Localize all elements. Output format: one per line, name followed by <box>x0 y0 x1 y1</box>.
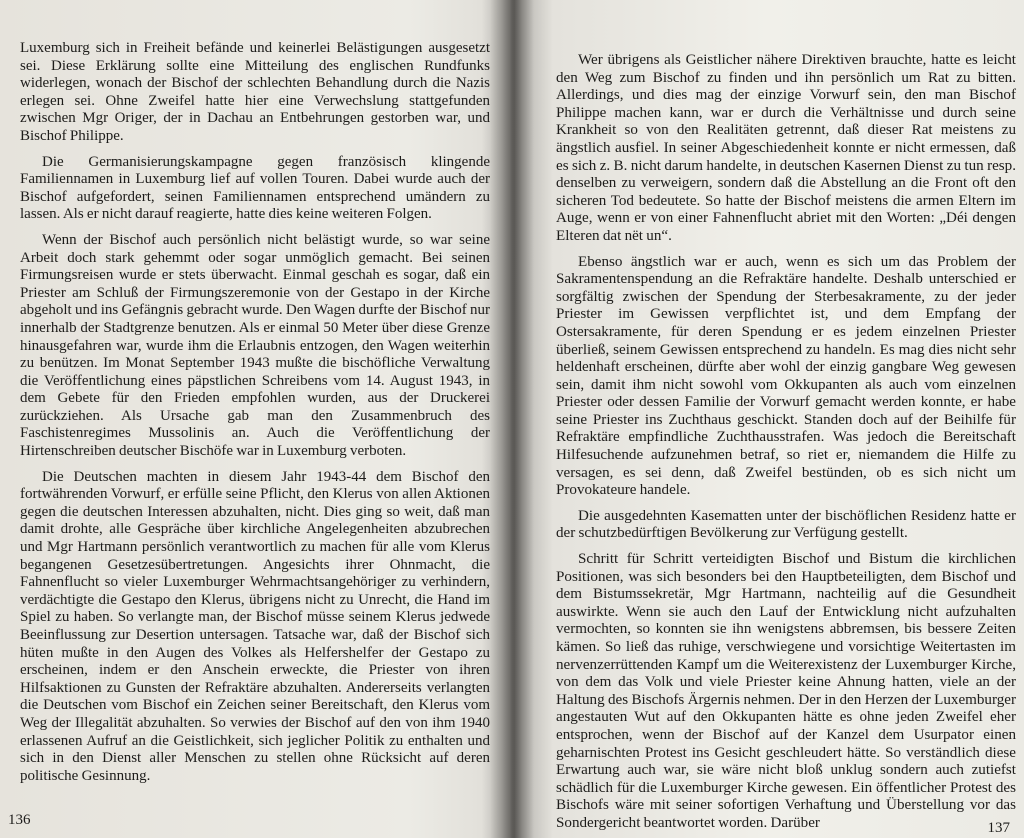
left-paragraph-3: Wenn der Bischof auch persönlich nicht belästigt wurde, so war seine Arbeit doch stark gehemmt oder sogar unmöglich gemacht. Bei seinen Firmungsreisen wurde er stets überwacht. Einmal geschah es sogar, daß ein Priester am Schluß der Firmungszeremonie von der Gestapo in der Kirche abgeholt und ins Gefängnis gebracht wurde. Den Wagen durfte der Bischof nur innerhalb der Stadtgrenze benutzen. Als er einmal 50 Meter über diese Grenze hinausgefahren war, wurde ihm die Erlaubnis entzogen, den Wagen weiterhin zu benützen. Im Monat September 1943 mußte die bischöfliche Verwaltung die Veröffentlichung eines päpstlichen Schreibens vom 14. August 1943, in dem Gebete für den Frieden empfohlen wurden, aus der Druckerei zurückziehen. Als Ursache gab man den Zusammenbruch des Faschistenregimes Mussolinis an. Auch die Veröffentlichung der Hirtenschreiben deutscher Bischöfe war in Luxemburg verboten. <box>20 231 490 460</box>
left-page <box>0 0 500 838</box>
left-paragraph-4: Die Deutschen machten in diesem Jahr 1943-44 dem Bischof den fortwährenden Vorwurf, er erfülle seine Pflicht, den Klerus von allen Aktionen gegen die deutschen Interessen abzuhalten, nicht. Dies ging so weit, daß man damit drohte, alle Gespräche über kirchliche Angelegenheiten abzubrechen und Mgr Hartmann persönlich verantwortlich zu machen für alle vom Klerus begangenen Gesetzesübertretungen. Angesichts ihrer Ohnmacht, die Fahnenflucht so vieler Luxemburger Wehrmachtsangehöriger zu verhindern, verdächtigte die Gestapo den Klerus, übrigens nicht zu Unrecht, die Hand im Spiel zu haben. So verlangte man, der Bischof müsse seinem Klerus jedwede Beeinflussung zur Desertion untersagen. Tatsache war, daß der Bischof sich hüten mußte in den Augen des Volkes als Helfershelfer der Gestapo zu erscheinen, indem er den Anschein erweckte, die Priester von ihren Hilfsaktionen zu Gunsten der Refraktäre abzuhalten. Andererseits verlangten die Deutschen vom Bischof ein Zeichen seiner Bereitschaft, den Klerus vom Weg der Illegalität abzuhalten. So verwies der Bischof auf den von ihm 1940 erlassenen Aufruf an die Geistlichkeit, sich jeglicher Politik zu enthalten und sich in den Dienst aller Menschen zu stellen ohne Rücksicht auf deren politische Gesinnung. <box>20 468 490 784</box>
right-paragraph-2: Ebenso ängstlich war er auch, wenn es sich um das Problem der Sakramentenspendung an die Refraktäre handelte. Deshalb unterschied er sorgfältig zwischen der Spendung der Sterbesakramente, zu der jeder Priester im Gewissen verpflichtet ist, und dem Empfang der Ostersakramente, für deren Spendung er es jedem einzelnen Priester überließ, seinem Gewissen entsprechend zu handeln. Es mag dies nicht sehr heldenhaft erscheinen, dürfte aber wohl der einzig gangbare Weg gewesen sein, damit ihm nicht sowohl vom Okkupanten als auch vom einzelnen Priester oder dessen Familie der Vorwurf gemacht werden konnte, er habe seine Priester ins Zuchthaus geschickt. Standen doch auf der Beihilfe für Refraktäre empfindliche Zuchthausstrafen. Was jedoch die Bereitschaft Hilfesuchende aufzunehmen betraf, so riet er, niemandem die Hilfe zu versagen, es sei denn, daß Zweifel bestünden, ob es sich nicht um Provokateure handele. <box>556 253 1016 499</box>
right-paragraph-4: Schritt für Schritt verteidigten Bischof und Bistum die kirchlichen Positionen, was sich besonders bei den Hauptbeteiligten, dem Bischof und dem Bistumssekretär, Mgr Hartmann, nachteilig auf die Gesundheit auswirkte. Wenn sie auch den Lauf der Entwicklung nicht aufzuhalten vermochten, so konnten sie ihn wenigstens abbremsen, bis bessere Zeiten kämen. So ließ das ruhige, verschwiegene und vorsichtige Weitertasten im nervenzerrüttenden Kampf um die Weiterexistenz der Luxemburger Kirche, von dem das Volk und viele Priester keine Ahnung hatten, viele an der Haltung des Bischofs Ärgernis nehmen. Der in den Herzen der Luxemburger angestauten Wut auf den Okkupanten hätte es ohne jeden Zweifel eher entsprochen, wenn der Bischof auf der Kanzel dem Usurpator einen geharnischten Protest ins Gesicht geschleudert hätte. So verständlich diese Erwartung auch war, sie wäre nicht bloß unklug sondern auch zutiefst schädlich für die Luxemburger Kirche gewesen. Ein öffentlicher Protest des Bischofs wäre mit seiner sofortigen Verhaftung und Überstellung vor das Sondergericht beantwortet worden. Darüber <box>556 551 1016 831</box>
left-paragraph-2: Die Germanisierungskampagne gegen französisch klingende Familiennamen in Luxemburg lief auf vollen Touren. Dabei wurde auch der Bischof aufgefordert, seinen Familiennamen entsprechend umändern zu lassen. Als er nicht darauf reagierte, hatte dies keine weiteren Folgen. <box>20 153 490 223</box>
right-page-number: 137 <box>987 820 1010 836</box>
right-page <box>534 0 1024 838</box>
left-paragraph-1: Luxemburg sich in Freiheit befände und keinerlei Belästigungen ausgesetzt sei. Diese Erklärung sollte eine Mitteilung des englischen Rundfunks widerlegen, wonach der Bischof der schlechten Behandlung durch die Nazis erlegen sei. Ohne Zweifel hatte hier eine Verwechslung stattgefunden zwischen Mgr Origer, der in Dachau an Entbehrungen gestorben war, und Bischof Philippe. <box>20 40 490 144</box>
right-paragraph-3: Die ausgedehnten Kasematten unter der bischöflichen Residenz hatte er der schutzbedürftigen Bevölkerung zur Verfügung gestellt. <box>556 507 1016 542</box>
left-page-number: 136 <box>8 812 31 828</box>
right-paragraph-1: Wer übrigens als Geistlicher nähere Direktiven brauchte, hatte es leicht den Weg zum Bischof zu finden und ihn persönlich um Rat zu bitten. Allerdings, und dies mag der einzige Vorwurf sein, den man Bischof Philippe machen kann, war er durch die Verhältnisse und durch seine Krankheit so von den Realitäten getrennt, daß dieser Rat meistens zu ängstlich ausfiel. In seiner Abgeschiedenheit konnte er nicht ermessen, daß es sich z. B. nicht darum handelte, in deutschen Kasernen Dienst zu tun resp. denselben zu verweigern, sondern daß die Abstellung an die Front oft den sicheren Tod bedeutete. So hatte der Bischof meistens die armen Eltern im Auge, wenn er von einer Fahnenflucht abriet mit den Worten: „Déi dengen Elteren dat nët un“. <box>556 52 1016 244</box>
